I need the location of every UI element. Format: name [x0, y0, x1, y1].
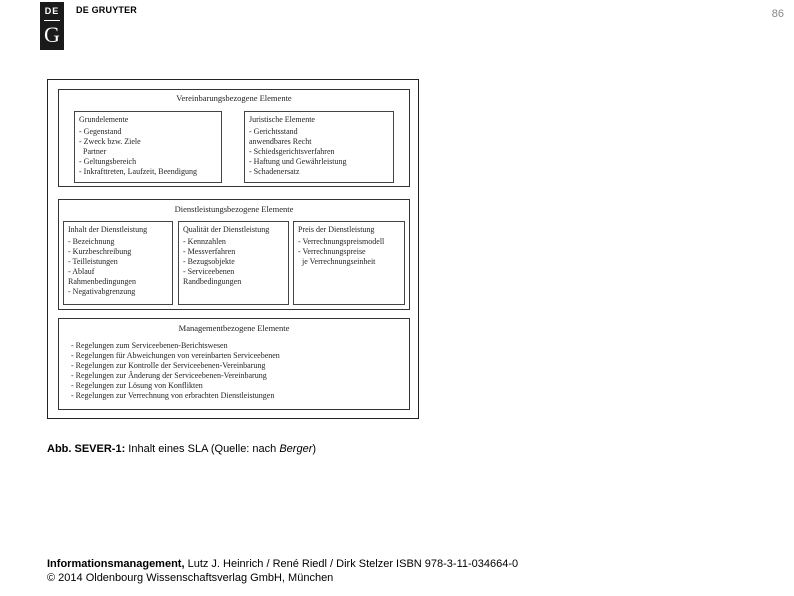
publisher-name: DE GRUYTER: [76, 5, 138, 15]
list-item: - Kennzahlen: [183, 237, 226, 246]
caption-source: Berger: [279, 443, 313, 455]
list-item: - Regelungen zur Kontrolle der Serviceebenen-Vereinbarung: [71, 361, 266, 370]
caption-text: Inhalt eines SLA (Quelle: nach: [125, 443, 280, 455]
book-title: Informationsmanagement,: [47, 558, 185, 570]
list-item: - Regelungen für Abweichungen von vereinbarten Serviceebenen: [71, 351, 280, 360]
list-item: - Verrechnungspreise: [298, 247, 366, 256]
logo-divider: [44, 20, 60, 21]
list-item: - Kurzbeschreibung: [68, 247, 132, 256]
management-list: [71, 341, 280, 401]
section-management-title: Managementbezogene Elemente: [178, 323, 290, 333]
logo-bottom-text: G: [44, 22, 60, 47]
list-item: - Zweck bzw. Ziele: [79, 137, 141, 146]
book-citation: [47, 558, 518, 570]
section-service: [58, 199, 410, 310]
list-item: - Negativabgrenzung: [68, 287, 136, 296]
box-service-quality: [178, 221, 289, 305]
list-item: Randbedingungen: [183, 277, 242, 286]
list-item: - Messverfahren: [183, 247, 236, 256]
box-legal-elements: [244, 111, 394, 183]
list-item: - Ablauf: [68, 267, 95, 276]
box-title: Grundelemente: [79, 115, 129, 124]
book-authors: Lutz J. Heinrich / René Riedl / Dirk Stelzer ISBN 978-3-11-034664-0: [184, 558, 519, 570]
box-title: Juristische Elemente: [249, 115, 315, 124]
list-item: - Geltungsbereich: [79, 157, 137, 166]
list-item: - Schadenersatz: [249, 167, 300, 176]
list-item: anwendbares Recht: [249, 137, 312, 146]
list-item: - Bezeichnung: [68, 237, 115, 246]
page-number: 86: [771, 8, 784, 20]
section-management: [58, 318, 410, 410]
list-item: je Verrechnungseinheit: [302, 257, 376, 266]
list-item: - Regelungen zum Serviceebenen-Berichtswesen: [71, 341, 228, 350]
box-basic-elements: [74, 111, 222, 183]
list-item: - Teilleistungen: [68, 257, 118, 266]
list-item: - Serviceebenen: [183, 267, 235, 276]
box-title: Qualität der Dienstleistung: [183, 225, 270, 234]
list-item: - Schiedsgerichtsverfahren: [249, 147, 335, 156]
list-item: Partner: [83, 147, 107, 156]
figure-caption: [47, 443, 316, 455]
list-item: - Bezugsobjekte: [183, 257, 235, 266]
box-service-content: [63, 221, 173, 305]
caption-label: Abb. SEVER-1:: [47, 443, 126, 455]
list-item: - Haftung und Gewährleistung: [249, 157, 347, 166]
section-agreement-title: Vereinbarungsbezogene Elemente: [176, 93, 292, 103]
box-title: Preis der Dienstleistung: [298, 225, 375, 234]
copyright: © 2014 Oldenbourg Wissenschaftsverlag GmbH, München: [47, 572, 334, 584]
box-service-price: [293, 221, 405, 305]
list-item: - Inkrafttreten, Laufzeit, Beendigung: [79, 167, 197, 176]
sla-diagram: [47, 79, 419, 419]
list-item: - Regelungen zur Änderung der Serviceebenen-Vereinbarung: [71, 371, 267, 380]
list-item: - Regelungen zur Lösung von Konflikten: [71, 381, 203, 390]
logo-top-text: DE: [44, 6, 60, 16]
list-item: - Gegenstand: [79, 127, 122, 136]
section-agreement: [58, 89, 410, 187]
publisher-logo: [40, 2, 64, 50]
caption-close: ): [312, 443, 317, 455]
list-item: - Verrechnungspreismodell: [298, 237, 385, 246]
list-item: Rahmenbedingungen: [68, 277, 136, 286]
list-item: - Gerichtsstand: [249, 127, 298, 136]
section-service-title: Dienstleistungsbezogene Elemente: [174, 204, 294, 214]
list-item: - Regelungen zur Verrechnung von erbrachten Dienstleistungen: [71, 391, 275, 400]
box-title: Inhalt der Dienstleistung: [68, 225, 148, 234]
